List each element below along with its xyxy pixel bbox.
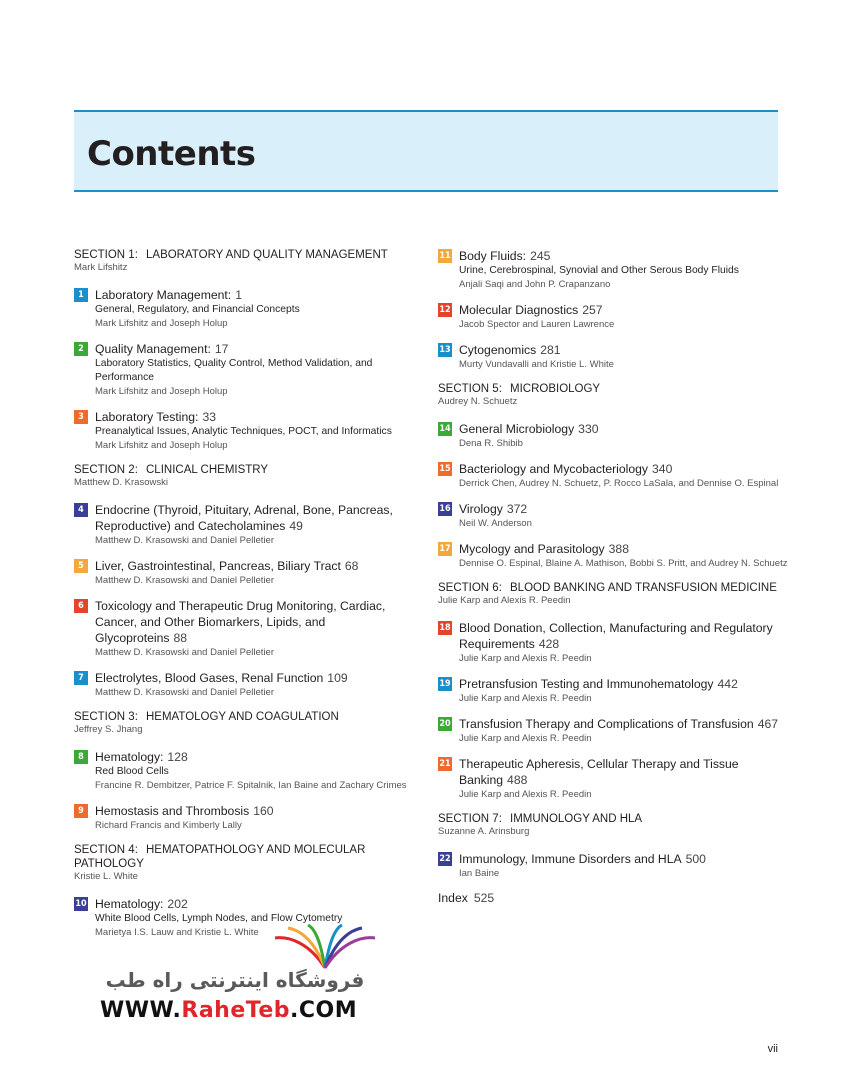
- chapter-subtitle: White Blood Cells, Lymph Nodes, and Flow Cytometry: [95, 913, 343, 924]
- chapter-title: Virology: [459, 502, 503, 516]
- chapter-entry: [74, 287, 419, 330]
- chapter-subtitle: Preanalytical Issues, Analytic Techniques, POCT, and Informatics: [95, 426, 392, 437]
- chapter-title: Body Fluids:: [459, 249, 527, 263]
- chapter-authors: Richard Francis and Kimberly Lally: [95, 820, 242, 831]
- chapter-entry: [74, 341, 419, 398]
- section-number: SECTION 4:: [74, 844, 138, 856]
- chapter-page-number: 340: [652, 462, 673, 476]
- chapter-number-badge: 21: [439, 759, 451, 769]
- section-heading: [74, 463, 419, 477]
- watermark-persian-text: فروشگاه اینترنتی راه طب: [105, 968, 365, 992]
- chapter-number-badge: 15: [439, 464, 451, 474]
- chapter-page-number: 17: [214, 342, 229, 356]
- chapter-entry: [74, 409, 419, 452]
- chapter-title-line: [459, 851, 788, 867]
- section-editor: Audrey N. Schuetz: [438, 396, 518, 407]
- chapter-title-line: [459, 421, 788, 437]
- section-editor: Mark Lifshitz: [74, 262, 128, 273]
- chapter-page-number: 442: [717, 677, 738, 691]
- chapter-page-number: 488: [507, 773, 528, 787]
- chapter-subtitle: Urine, Cerebrospinal, Synovial and Other Serous Body Fluids: [459, 265, 739, 276]
- watermark: [100, 924, 370, 1034]
- chapter-page-number: 49: [289, 519, 303, 533]
- chapter-title: Therapeutic Apheresis, Cellular Therapy and Tissue Banking: [459, 757, 739, 787]
- chapter-entry: [74, 749, 419, 792]
- section-heading: [74, 248, 419, 262]
- chapter-entry: [438, 248, 788, 291]
- chapter-entry: [74, 803, 419, 832]
- chapter-number-badge: 10: [75, 899, 87, 909]
- chapter-number-badge: 9: [74, 804, 88, 818]
- chapter-authors: Matthew D. Krasowski and Daniel Pelletier: [95, 575, 274, 586]
- chapter-number-badge: 18: [439, 623, 451, 633]
- chapter-title: Quality Management:: [95, 342, 211, 356]
- section-number: SECTION 7:: [438, 813, 502, 825]
- page-number: vii: [767, 1043, 778, 1055]
- chapter-page-number: 245: [530, 249, 551, 263]
- section-title: HEMATOPATHOLOGY AND MOLECULAR PATHOLOGY: [74, 844, 366, 870]
- chapter-title: Cytogenomics: [459, 343, 537, 357]
- section-heading: [438, 382, 788, 396]
- chapter-entry: [438, 421, 788, 450]
- chapter-number-badge: 6: [74, 599, 88, 613]
- index-entry: [438, 891, 788, 905]
- chapter-title-line: [95, 896, 419, 912]
- chapter-entry: [438, 541, 788, 570]
- chapter-title-line: [95, 558, 419, 574]
- chapter-entry: [438, 756, 788, 801]
- chapter-number-badge: 14: [439, 424, 451, 434]
- chapter-title-line: [459, 541, 788, 557]
- chapter-title: Pretransfusion Testing and Immunohematology: [459, 677, 714, 691]
- section-title: IMMUNOLOGY AND HLA: [510, 813, 643, 825]
- chapter-number-badge: 12: [439, 305, 451, 315]
- index-page-number: 525: [473, 891, 495, 905]
- chapter-title-line: [95, 749, 419, 765]
- chapter-authors: Dena R. Shibib: [459, 438, 523, 449]
- section-number: SECTION 5:: [438, 383, 502, 395]
- chapter-title-line: [95, 803, 419, 819]
- chapter-title-line: [459, 716, 788, 732]
- chapter-title-line: [459, 501, 788, 517]
- chapter-page-number: 88: [173, 631, 188, 645]
- chapter-subtitle: Laboratory Statistics, Quality Control, Method Validation, and Performance: [95, 358, 373, 383]
- section-editor: Jeffrey S. Jhang: [74, 724, 143, 735]
- chapter-page-number: 257: [582, 303, 603, 317]
- chapter-number-badge: 19: [439, 679, 451, 689]
- chapter-title: Molecular Diagnostics: [459, 303, 579, 317]
- section-number: SECTION 3:: [74, 711, 138, 723]
- section-heading: [438, 581, 788, 595]
- chapter-number-badge: 5: [74, 559, 88, 573]
- chapter-authors: Marietya I.S. Lauw and Kristie L. White: [95, 927, 259, 938]
- section-editor: Julie Karp and Alexis R. Peedin: [438, 595, 571, 606]
- chapter-title: Mycology and Parasitology: [459, 542, 605, 556]
- section-editor: Kristie L. White: [74, 871, 138, 882]
- section-title: CLINICAL CHEMISTRY: [146, 464, 269, 476]
- chapter-title: Immunology, Immune Disorders and HLA: [459, 852, 682, 866]
- section-title: MICROBIOLOGY: [510, 383, 601, 395]
- chapter-title-line: [95, 409, 419, 425]
- chapter-number-badge: 16: [439, 504, 451, 514]
- chapter-entry: [438, 716, 788, 745]
- chapter-authors: Mark Lifshitz and Joseph Holup: [95, 318, 228, 329]
- chapter-title-line: [459, 342, 788, 358]
- chapter-page-number: 428: [538, 637, 560, 651]
- chapter-authors: Julie Karp and Alexis R. Peedin: [459, 733, 592, 744]
- chapter-title: Hemostasis and Thrombosis: [95, 804, 250, 818]
- chapter-title-line: [95, 502, 419, 534]
- chapter-authors: Jacob Spector and Lauren Lawrence: [459, 319, 615, 330]
- chapter-number-badge: 11: [439, 251, 451, 261]
- chapter-title: Laboratory Management:: [95, 288, 232, 302]
- chapter-subtitle: General, Regulatory, and Financial Concepts: [95, 304, 300, 315]
- chapter-number-badge: 2: [74, 342, 88, 356]
- chapter-authors: Dennise O. Espinal, Blaine A. Mathison, Bobbi S. Pritt, and Audrey N. Schuetz: [459, 558, 788, 569]
- chapter-entry: [438, 620, 788, 665]
- toc-right-column: [438, 248, 788, 905]
- chapter-authors: Mark Lifshitz and Joseph Holup: [95, 386, 228, 397]
- chapter-authors: Matthew D. Krasowski and Daniel Pelletier: [95, 687, 274, 698]
- chapter-page-number: 467: [757, 717, 779, 731]
- chapter-number-badge: 13: [439, 345, 451, 355]
- chapter-page-number: 330: [578, 422, 599, 436]
- chapter-title: Blood Donation, Collection, Manufacturing and Regulatory Requirements: [459, 621, 773, 651]
- chapter-title-line: [459, 620, 788, 652]
- chapter-title: General Microbiology: [459, 422, 575, 436]
- chapter-entry: [438, 302, 788, 331]
- chapter-title-line: [95, 670, 419, 686]
- chapter-entry: [74, 502, 419, 547]
- chapter-authors: Julie Karp and Alexis R. Peedin: [459, 789, 592, 800]
- section-heading: [438, 812, 788, 826]
- chapter-number-badge: 22: [439, 854, 451, 864]
- chapter-title: Hematology:: [95, 897, 164, 911]
- section-number: SECTION 1:: [74, 249, 138, 261]
- chapter-authors: Julie Karp and Alexis R. Peedin: [459, 693, 592, 704]
- chapter-authors: Anjali Saqi and John P. Crapanzano: [459, 279, 611, 290]
- chapter-page-number: 372: [506, 502, 528, 516]
- chapter-page-number: 202: [167, 897, 188, 911]
- chapter-authors: Francine R. Dembitzer, Patrice F. Spitalnik, Ian Baine and Zachary Crimes: [95, 780, 407, 791]
- section-heading: [74, 843, 419, 871]
- chapter-number-badge: 4: [74, 503, 88, 517]
- chapter-number-badge: 8: [74, 750, 88, 764]
- chapter-title-line: [459, 756, 788, 788]
- chapter-page-number: 500: [685, 852, 706, 866]
- chapter-title: Laboratory Testing:: [95, 410, 199, 424]
- chapter-authors: Mark Lifshitz and Joseph Holup: [95, 440, 228, 451]
- chapter-authors: Matthew D. Krasowski and Daniel Pelletier: [95, 535, 274, 546]
- page-title: Contents: [87, 134, 256, 174]
- chapter-title-line: [95, 598, 419, 646]
- section-heading: [74, 710, 419, 724]
- chapter-page-number: 160: [253, 804, 274, 818]
- section-title: LABORATORY AND QUALITY MANAGEMENT: [146, 249, 388, 261]
- chapter-page-number: 1: [235, 288, 242, 302]
- chapter-entry: [438, 851, 788, 880]
- chapter-entry: [438, 461, 788, 490]
- chapter-authors: Ian Baine: [459, 868, 500, 879]
- chapter-number-badge: 1: [74, 288, 88, 302]
- chapter-number-badge: 7: [74, 671, 88, 685]
- chapter-entry: [438, 676, 788, 705]
- section-number: SECTION 6:: [438, 582, 502, 594]
- chapter-entry: [438, 342, 788, 371]
- chapter-number-badge: 20: [439, 719, 451, 729]
- chapter-authors: Neil W. Anderson: [459, 518, 532, 529]
- chapter-page-number: 281: [540, 343, 561, 357]
- chapter-title: Toxicology and Therapeutic Drug Monitoring, Cardiac, Cancer, and Other Biomarkers, Lipids, and Glycoproteins: [95, 599, 386, 645]
- chapter-entry: [438, 501, 788, 530]
- chapter-title: Hematology:: [95, 750, 164, 764]
- section-editor: Suzanne A. Arinsburg: [438, 826, 530, 837]
- section-number: SECTION 2:: [74, 464, 138, 476]
- chapter-title-line: [459, 676, 788, 692]
- chapter-page-number: 388: [608, 542, 629, 556]
- chapter-page-number: 109: [327, 671, 348, 685]
- chapter-page-number: 128: [167, 750, 188, 764]
- chapter-entry: [74, 558, 419, 587]
- chapter-entry: [74, 670, 419, 699]
- chapter-title: Liver, Gastrointestinal, Pancreas, Biliary Tract: [95, 559, 341, 573]
- chapter-subtitle: Red Blood Cells: [95, 766, 169, 777]
- watermark-url: WWW.RaheTeb.COM: [100, 998, 358, 1023]
- chapter-page-number: 68: [344, 559, 359, 573]
- section-title: BLOOD BANKING AND TRANSFUSION MEDICINE: [510, 582, 777, 594]
- index-label: Index: [438, 891, 468, 905]
- contents-header-band: [74, 110, 778, 192]
- chapter-authors: Derrick Chen, Audrey N. Schuetz, P. Rocco LaSala, and Dennise O. Espinal: [459, 478, 779, 489]
- chapter-entry: [74, 598, 419, 659]
- book-fan-logo-icon: [270, 924, 380, 970]
- chapter-title: Bacteriology and Mycobacteriology: [459, 462, 649, 476]
- chapter-title: Transfusion Therapy and Complications of Transfusion: [459, 717, 754, 731]
- chapter-page-number: 33: [202, 410, 216, 424]
- chapter-title: Electrolytes, Blood Gases, Renal Function: [95, 671, 324, 685]
- chapter-title-line: [459, 302, 788, 318]
- section-editor: Matthew D. Krasowski: [74, 477, 168, 488]
- chapter-title-line: [95, 341, 419, 357]
- chapter-authors: Murty Vundavalli and Kristie L. White: [459, 359, 614, 370]
- chapter-title-line: [95, 287, 419, 303]
- section-title: HEMATOLOGY AND COAGULATION: [146, 711, 339, 723]
- chapter-authors: Julie Karp and Alexis R. Peedin: [459, 653, 592, 664]
- chapter-title-line: [459, 248, 788, 264]
- chapter-title-line: [459, 461, 788, 477]
- toc-left-column: [74, 248, 419, 950]
- chapter-title: Endocrine (Thyroid, Pituitary, Adrenal, Bone, Pancreas, Reproductive) and Catecholamines: [95, 503, 393, 533]
- chapter-number-badge: 3: [74, 410, 88, 424]
- chapter-authors: Matthew D. Krasowski and Daniel Pelletier: [95, 647, 274, 658]
- chapter-number-badge: 17: [439, 544, 451, 554]
